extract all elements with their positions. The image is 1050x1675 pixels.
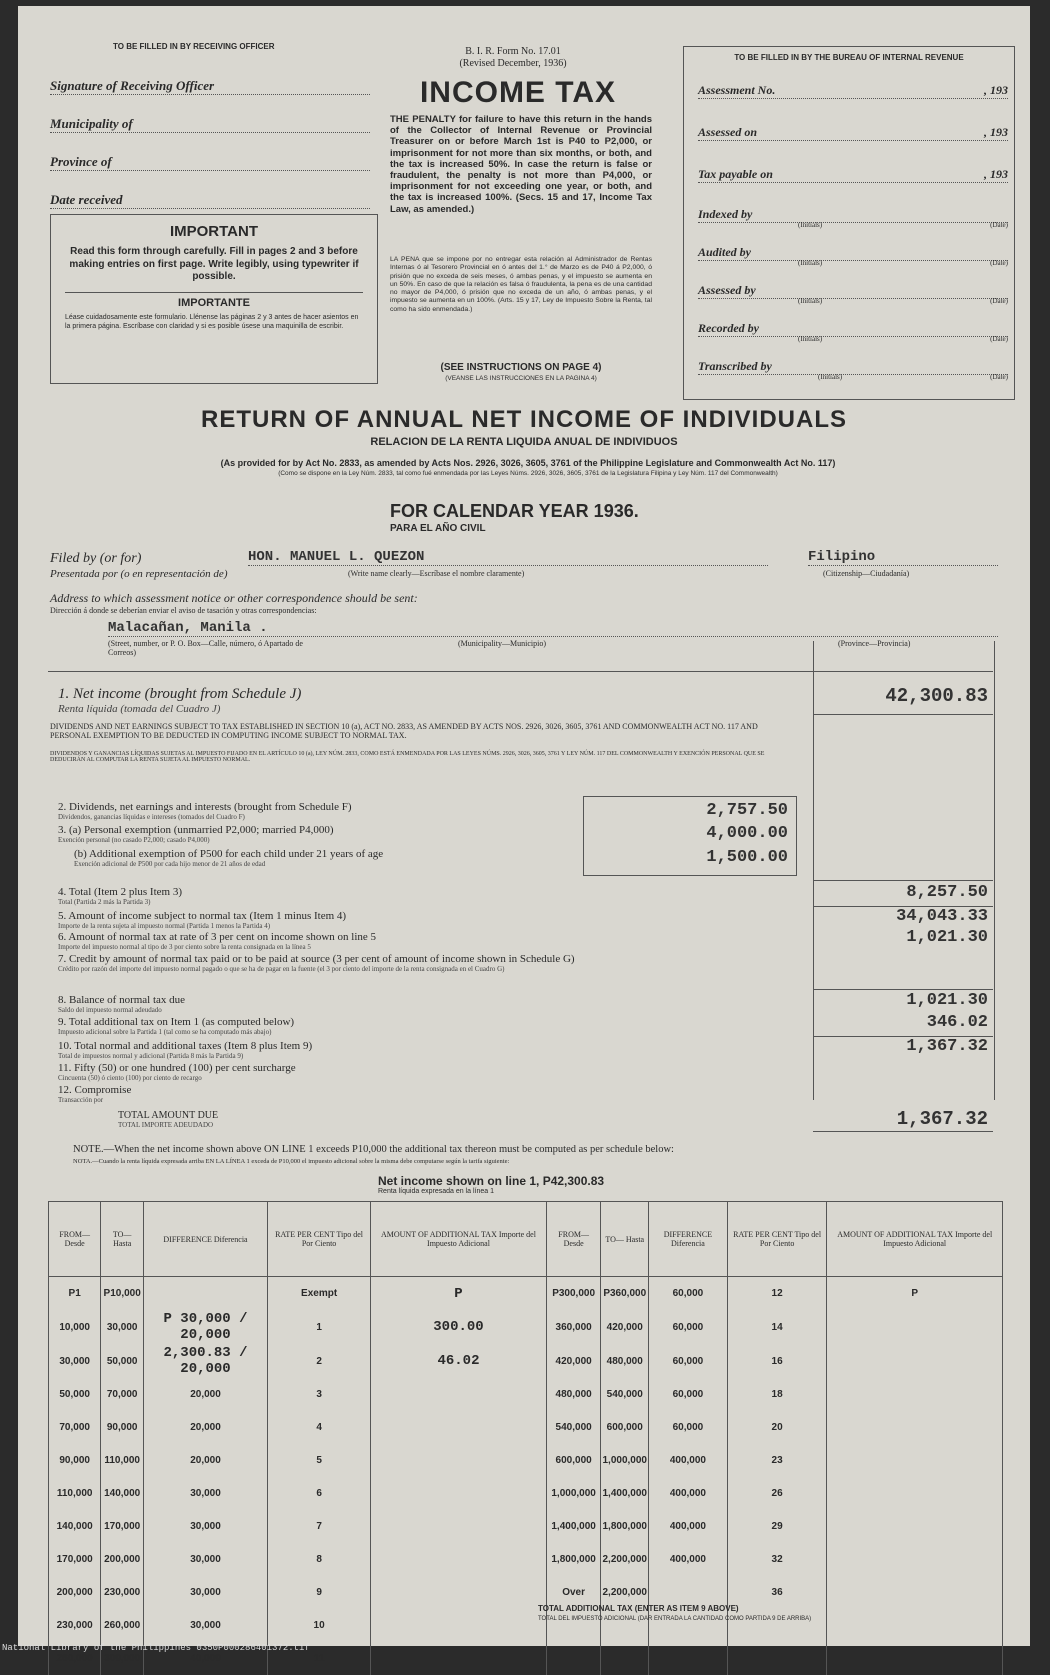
dividends-note: DIVIDENDS AND NET EARNINGS SUBJECT TO TAX ESTABLISHED IN SECTION 10 (a), ACT NO. 2833, AS AMENDED BY ACTS NOS. 2926, 3026, 3605, 3761 AND COMMONWEALTH ACT NO. 117 AND PERSONAL EXEMPTION TO BE DEDUCTED IN COMPUTING INCOME SUBJECT TO NORMAL TAX. bbox=[50, 722, 758, 740]
item-4: 4. Total (Item 2 plus Item 3) Total (Partida 2 más la Partida 3) bbox=[58, 886, 182, 906]
table-cell: 30,000 bbox=[101, 1310, 144, 1344]
assessed-on-field: Assessed on , 193 bbox=[698, 125, 1008, 139]
item-11: 11. Fifty (50) or one hundred (100) per cent surcharge Cincuenta (50) ó ciento (100) por ciento de recargo bbox=[58, 1062, 296, 1082]
penalty-english: THE PENALTY for failure to have this return in the hands of the Collector of Internal Revenue or Provincial Treasurer on or before March 1st is P40 to P2,000, or imprisonment for not more than six months, or both, and the tax is increased 50%. In case the return is false or fraudulent, the penalty is not more than P4,000, or imprisonment for not exceeding one year, or both, and the tax is increased 100%. (Secs. 15 and 17, Income Tax Law, as amended.) bbox=[390, 114, 652, 215]
filer-name: HON. MANUEL L. QUEZON bbox=[248, 549, 768, 566]
province-hint: (Province—Provincia) bbox=[838, 639, 911, 648]
table-cell: 170,000 bbox=[101, 1510, 144, 1543]
item-3b: (b) Additional exemption of P500 for each child under 21 years of age Exención adicional de P500 por cada hijo menor de 21 años de edad bbox=[74, 848, 384, 868]
table-cell bbox=[827, 1510, 1003, 1543]
table-cell: 1,400,000 bbox=[601, 1477, 649, 1510]
table-cell: 7 bbox=[267, 1510, 370, 1543]
table-cell: 1,000,000 bbox=[546, 1477, 601, 1510]
table-cell: 30,000 bbox=[49, 1344, 101, 1378]
item-3a: 3. (a) Personal exemption (unmarried P2,000; married P4,000) Exención personal (no casado P2,000; casado P4,000) bbox=[58, 824, 334, 844]
col-to-2: TO— Hasta bbox=[601, 1202, 649, 1277]
importante-text: Léase cuidadosamente este formulario. Llénense las páginas 2 y 3 antes de hacer asientos en la primera página. Escríbase con claridad y si es posible úsese una maquinilla de escribir. bbox=[65, 313, 359, 330]
table-cell: 260,000 bbox=[49, 1642, 101, 1675]
table-cell: 32 bbox=[727, 1543, 827, 1576]
table-cell: P bbox=[371, 1277, 547, 1311]
table-cell: 1,800,000 bbox=[546, 1543, 601, 1576]
table-row bbox=[49, 1444, 1003, 1477]
table-cell: 420,000 bbox=[601, 1310, 649, 1344]
table-cell bbox=[546, 1609, 601, 1642]
table-cell bbox=[371, 1477, 547, 1510]
table-cell: 540,000 bbox=[546, 1411, 601, 1444]
bureau-box bbox=[683, 46, 1015, 400]
table-cell: 260,000 bbox=[101, 1609, 144, 1642]
col-amount: AMOUNT OF ADDITIONAL TAX Importe del Impuesto Adicional bbox=[371, 1202, 547, 1277]
col-difference: DIFFERENCE Diferencia bbox=[144, 1202, 268, 1277]
table-cell: 2 bbox=[267, 1344, 370, 1378]
table-row bbox=[49, 1411, 1003, 1444]
important-box bbox=[50, 214, 378, 384]
table-cell: 36 bbox=[727, 1576, 827, 1609]
table-cell bbox=[727, 1609, 827, 1642]
table-cell bbox=[371, 1444, 547, 1477]
table-cell: 23 bbox=[727, 1444, 827, 1477]
table-cell: Over bbox=[546, 1576, 601, 1609]
item-1-net-income: 1. Net income (brought from Schedule J) Renta líquida (tomada del Cuadro J) bbox=[58, 686, 302, 715]
table-cell: 170,000 bbox=[49, 1543, 101, 1576]
table-cell bbox=[827, 1411, 1003, 1444]
item-12: 12. Compromise Transacción por bbox=[58, 1084, 132, 1104]
table-row bbox=[49, 1609, 1003, 1642]
table-cell: 60,000 bbox=[648, 1277, 727, 1311]
item-8-value: 1,021.30 bbox=[906, 991, 988, 1010]
table-cell: 9 bbox=[267, 1576, 370, 1609]
item-1-value: 42,300.83 bbox=[885, 685, 988, 707]
item-2-value: 2,757.50 bbox=[706, 801, 788, 820]
table-cell: 20,000 bbox=[144, 1411, 268, 1444]
table-cell: 400,000 bbox=[648, 1543, 727, 1576]
table-cell: 300.00 bbox=[371, 1310, 547, 1344]
table-cell: 70,000 bbox=[101, 1378, 144, 1411]
total-amount-due: TOTAL AMOUNT DUE TOTAL IMPORTE ADEUDADO bbox=[118, 1110, 219, 1129]
table-cell: 26 bbox=[727, 1477, 827, 1510]
form-revised: (Revised December, 1936) bbox=[459, 58, 567, 69]
table-cell: 1,400,000 bbox=[546, 1510, 601, 1543]
act-reference-es: (Como se dispone en la Ley Núm. 2833, tal como fué enmendada por las Leyes Núms. 2926, 3026, 3605, 3761 de la Legislatura Filipina y Ley Núm. 117 del Commonwealth) bbox=[278, 470, 778, 477]
table-cell: 2,300.83 / 20,000 bbox=[144, 1344, 268, 1378]
table-cell bbox=[827, 1344, 1003, 1378]
transcribed-by-field: Transcribed by (Initials) (Date) bbox=[698, 359, 1008, 381]
col-amount-2: AMOUNT OF ADDITIONAL TAX Importe del Impuesto Adicional bbox=[827, 1202, 1003, 1277]
table-cell: P bbox=[827, 1277, 1003, 1311]
table-cell: 46.02 bbox=[371, 1344, 547, 1378]
recorded-by-field: Recorded by (Initials) (Date) bbox=[698, 321, 1008, 343]
table-cell: 140,000 bbox=[49, 1510, 101, 1543]
date-received-field: Date received bbox=[50, 192, 370, 209]
tax-payable-on-field: Tax payable on , 193 bbox=[698, 167, 1008, 181]
address-label: Address to which assessment notice or other correspondence should be sent: bbox=[50, 591, 418, 605]
footer-caption: National Library of the Philippines 0350P000286401372.tif bbox=[2, 1643, 310, 1653]
table-cell: 360,000 bbox=[546, 1310, 601, 1344]
item-6: 6. Amount of normal tax at rate of 3 per cent on income shown on line 5 Importe del impuesto normal al tipo de 3 por ciento sobre la renta consignada en la línea 5 bbox=[58, 931, 377, 951]
table-cell: 60,000 bbox=[648, 1344, 727, 1378]
table-cell bbox=[371, 1378, 547, 1411]
indexed-by-field: Indexed by (Initials) (Date) bbox=[698, 207, 1008, 229]
table-cell: 2,200,000 bbox=[601, 1576, 649, 1609]
item-6-value: 1,021.30 bbox=[906, 928, 988, 947]
table-cell: 4 bbox=[267, 1411, 370, 1444]
penalty-spanish: LA PENA que se impone por no entregar esta relación al Administrador de Rentas Internas ó al Tesorero Provincial en ó antes del 1.° de Marzo es de P40 á P2,000, ó prisión que no exceda de seis meses, ó ambas penas, y el impuesto se aumenta en un 50%. En caso de que la relación es falsa ó fraudulenta, la pena es de una cantidad no mayor de P4,000, ó prisión que no exceda de un año, ó ambas penas, y el impuesto se aumenta en un 100%. (Arts. 15 y 17, Ley de Impuesto Sobre la Renta, tal como ha sido enmendada.) bbox=[390, 256, 652, 313]
table-cell: 30,000 bbox=[144, 1609, 268, 1642]
table-cell: 10,000 bbox=[49, 1310, 101, 1344]
col-rate-2: RATE PER CENT Tipo del Por Ciento bbox=[727, 1202, 827, 1277]
citizenship-value: Filipino bbox=[808, 549, 998, 566]
table-cell: 600,000 bbox=[601, 1411, 649, 1444]
table-cell: 300,000 bbox=[101, 1642, 144, 1675]
total-additional-tax-label-es: TOTAL DEL IMPUESTO ADICIONAL (DAR ENTRADA LA CANTIDAD COMO PARTIDA 9 DE ARRIBA) bbox=[538, 1616, 812, 1622]
table-cell: 29 bbox=[727, 1510, 827, 1543]
table-cell bbox=[371, 1411, 547, 1444]
table-cell bbox=[144, 1277, 268, 1311]
table-cell: 30,000 bbox=[144, 1477, 268, 1510]
table-row bbox=[49, 1543, 1003, 1576]
return-title: RETURN OF ANNUAL NET INCOME OF INDIVIDUALS bbox=[201, 406, 847, 433]
table-cell: 110,000 bbox=[49, 1477, 101, 1510]
receiving-officer-header: TO BE FILLED IN BY RECEIVING OFFICER bbox=[113, 42, 275, 51]
table-cell: 18 bbox=[727, 1378, 827, 1411]
table-cell: 2,200,000 bbox=[601, 1543, 649, 1576]
municipality-field: Municipality of bbox=[50, 116, 370, 133]
table-cell: P 30,000 / 20,000 bbox=[144, 1310, 268, 1344]
table-cell: 5 bbox=[267, 1444, 370, 1477]
table-cell: 20,000 bbox=[144, 1378, 268, 1411]
item-3b-value: 1,500.00 bbox=[706, 848, 788, 867]
calendar-year: FOR CALENDAR YEAR 1936. bbox=[390, 501, 639, 521]
table-cell: P300,000 bbox=[546, 1277, 601, 1311]
table-cell: 14 bbox=[727, 1310, 827, 1344]
note-text-es: NOTA.—Cuando la renta líquida expresada arriba EN LA LÍNEA 1 exceda de P10,000 el impuesto adicional sobre la misma debe computarse según la tarifa siguiente: bbox=[73, 1158, 510, 1165]
calendar-year-es: PARA EL AÑO CIVIL bbox=[390, 523, 486, 534]
table-cell: 400,000 bbox=[648, 1477, 727, 1510]
filed-by-label-es: Presentada por (o en representación de) bbox=[50, 568, 228, 580]
citizenship-hint: (Citizenship—Ciudadanía) bbox=[823, 569, 910, 578]
table-cell bbox=[827, 1378, 1003, 1411]
item-9: 9. Total additional tax on Item 1 (as computed below) Impuesto adicional sobre la Partida 1 (tal como se ha computado más abajo) bbox=[58, 1016, 295, 1036]
address-label-es: Dirección á donde se deberían enviar el aviso de tasación y otras correspondencias: bbox=[50, 606, 317, 615]
table-cell: 230,000 bbox=[101, 1576, 144, 1609]
total-additional-tax-label: TOTAL ADDITIONAL TAX (ENTER AS ITEM 9 ABOVE) bbox=[538, 1604, 739, 1613]
filed-by-label: Filed by (or for) bbox=[50, 551, 142, 566]
table-cell: 40,000 bbox=[144, 1642, 268, 1675]
table-cell: Exempt bbox=[267, 1277, 370, 1311]
table-cell: 230,000 bbox=[49, 1609, 101, 1642]
table-cell bbox=[371, 1543, 547, 1576]
table-cell: 8 bbox=[267, 1543, 370, 1576]
table-cell: 3 bbox=[267, 1378, 370, 1411]
table-cell bbox=[371, 1576, 547, 1609]
dividends-note-es: DIVIDENDOS Y GANANCIAS LÍQUIDAS SUJETAS AL IMPUESTO FIJADO EN EL ARTÍCULO 10 (a), LEY NÚM. 2833, COMO ESTÁ ENMENDADA POR LAS LEYES NÚMS. 2926, 3026, 3605, 3761 Y LEY NÚM. 117 DEL COMMONWEALTH Y EXENCIÓN PERSONAL QUE SE DEDUCIRÁN AL COMPUTAR LA RENTA SUJETA AL IMPUESTO NORMAL. bbox=[50, 751, 765, 763]
table-cell: 12 bbox=[727, 1277, 827, 1311]
table-cell: 420,000 bbox=[546, 1344, 601, 1378]
table-cell: 140,000 bbox=[101, 1477, 144, 1510]
col-from: FROM— Desde bbox=[49, 1202, 101, 1277]
assessment-number-field: Assessment No. , 193 bbox=[698, 83, 1008, 97]
table-cell: 600,000 bbox=[546, 1444, 601, 1477]
table-cell: 50,000 bbox=[101, 1344, 144, 1378]
importante-title: IMPORTANTE bbox=[178, 296, 250, 309]
table-cell: 10 bbox=[267, 1609, 370, 1642]
table-cell: 1,000,000 bbox=[601, 1444, 649, 1477]
act-reference: (As provided for by Act No. 2833, as amended by Acts Nos. 2926, 3026, 3605, 3761 of the Philippine Legislature and Commonwealth Act No. 117) bbox=[220, 458, 836, 468]
col-to: TO— Hasta bbox=[101, 1202, 144, 1277]
table-cell bbox=[827, 1444, 1003, 1477]
table-cell bbox=[827, 1543, 1003, 1576]
table-cell: 1,800,000 bbox=[601, 1510, 649, 1543]
see-instructions: (SEE INSTRUCTIONS ON PAGE 4) bbox=[440, 362, 602, 373]
form-number: B. I. R. Form No. 17.01 bbox=[465, 46, 561, 57]
audited-by-field: Audited by (Initials) (Date) bbox=[698, 245, 1008, 267]
table-cell bbox=[371, 1510, 547, 1543]
see-instructions-es: (VEANSE LAS INSTRUCCIONES EN LA PAGINA 4) bbox=[445, 375, 597, 382]
street-hint: (Street, number, or P. O. Box—Calle, número, ó Apartado de Correos) bbox=[108, 639, 303, 657]
table-cell: 400,000 bbox=[648, 1444, 727, 1477]
table-cell: 1 bbox=[267, 1310, 370, 1344]
table-cell: P10,000 bbox=[101, 1277, 144, 1311]
table-cell: 30,000 bbox=[144, 1576, 268, 1609]
net-income-line: Net income shown on line 1, P42,300.83 bbox=[378, 1174, 605, 1188]
table-row bbox=[49, 1477, 1003, 1510]
return-title-es: RELACION DE LA RENTA LIQUIDA ANUAL DE INDIVIDUOS bbox=[370, 436, 678, 448]
note-text: NOTE.—When the net income shown above ON LINE 1 exceeds P10,000 the additional tax thereon must be computed as per schedule below: bbox=[73, 1144, 674, 1155]
table-cell: P1 bbox=[49, 1277, 101, 1311]
table-cell: 30,000 bbox=[144, 1543, 268, 1576]
table-cell: 60,000 bbox=[648, 1411, 727, 1444]
table-cell: 200,000 bbox=[101, 1543, 144, 1576]
table-cell: 11 bbox=[267, 1642, 370, 1675]
table-row bbox=[49, 1378, 1003, 1411]
table-cell: 70,000 bbox=[49, 1411, 101, 1444]
table-cell: 480,000 bbox=[601, 1344, 649, 1378]
table-cell: 20 bbox=[727, 1411, 827, 1444]
item-4-value: 8,257.50 bbox=[906, 883, 988, 902]
table-cell: P360,000 bbox=[601, 1277, 649, 1311]
item-3a-value: 4,000.00 bbox=[706, 824, 788, 843]
table-cell bbox=[827, 1310, 1003, 1344]
total-amount-due-value: 1,367.32 bbox=[896, 1108, 988, 1130]
important-text: Read this form through carefully. Fill in pages 2 and 3 before making entries on first page. Write legibly, using typewriter if possible. bbox=[69, 246, 359, 282]
col-difference-2: DIFFERENCE Diferencia bbox=[648, 1202, 727, 1277]
table-cell bbox=[648, 1609, 727, 1642]
province-field: Province of bbox=[50, 154, 370, 171]
item-2: 2. Dividends, net earnings and interests (brought from Schedule F) Dividendos, ganancias líquidas e intereses (tomados del Cuadro F) bbox=[58, 801, 352, 821]
item-9-value: 346.02 bbox=[926, 1013, 988, 1032]
table-cell bbox=[371, 1609, 547, 1642]
municipality-hint: (Municipality—Municipio) bbox=[458, 639, 546, 648]
bureau-header: TO BE FILLED IN BY THE BUREAU OF INTERNAL REVENUE bbox=[734, 53, 964, 62]
table-cell: 30,000 bbox=[144, 1510, 268, 1543]
net-income-line-es: Renta líquida expresada en la línea 1 bbox=[378, 1188, 494, 1195]
filer-name-hint: (Write name clearly—Escríbase el nombre claramente) bbox=[348, 569, 525, 578]
col-from-2: FROM— Desde bbox=[546, 1202, 601, 1277]
table-cell: 480,000 bbox=[546, 1378, 601, 1411]
item-5-value: 34,043.33 bbox=[896, 907, 988, 926]
table-row bbox=[49, 1344, 1003, 1378]
table-cell: 50,000 bbox=[49, 1378, 101, 1411]
address-value: Malacañan, Manila . bbox=[108, 620, 998, 637]
signature-receiving-officer-field: Signature of Receiving Officer bbox=[50, 78, 370, 95]
table-cell: 400,000 bbox=[648, 1510, 727, 1543]
table-cell bbox=[827, 1609, 1003, 1642]
table-cell: 60,000 bbox=[648, 1378, 727, 1411]
table-row bbox=[49, 1310, 1003, 1344]
form-title: INCOME TAX bbox=[419, 76, 617, 109]
item-7: 7. Credit by amount of normal tax paid or to be paid at source (3 per cent of amount of income shown in Schedule G) Crédito por razón del importe del impuesto normal pagado o que se ha de pagar en la fuente (el 3 por ciento del importe de la renta consignada en el Cuadro G) bbox=[58, 953, 575, 973]
table-row bbox=[49, 1510, 1003, 1543]
item-10-value: 1,367.32 bbox=[906, 1037, 988, 1056]
item-10: 10. Total normal and additional taxes (Item 8 plus Item 9) Total de impuestos normal y adicional (Partida 8 más la Partida 9) bbox=[58, 1040, 313, 1060]
table-cell: 6 bbox=[267, 1477, 370, 1510]
table-cell: 60,000 bbox=[648, 1310, 727, 1344]
table-header-row bbox=[49, 1202, 1003, 1277]
item-8: 8. Balance of normal tax due Saldo del impuesto normal adeudado bbox=[58, 994, 186, 1014]
table-cell: 20,000 bbox=[144, 1444, 268, 1477]
table-cell bbox=[601, 1609, 649, 1642]
important-title: IMPORTANT bbox=[169, 223, 259, 240]
table-cell: 90,000 bbox=[49, 1444, 101, 1477]
table-cell: 90,000 bbox=[101, 1411, 144, 1444]
table-cell: 16 bbox=[727, 1344, 827, 1378]
table-cell bbox=[827, 1477, 1003, 1510]
table-cell: 540,000 bbox=[601, 1378, 649, 1411]
table-cell: 110,000 bbox=[101, 1444, 144, 1477]
assessed-by-field: Assessed by (Initials) (Date) bbox=[698, 283, 1008, 305]
table-cell: 200,000 bbox=[49, 1576, 101, 1609]
item-5: 5. Amount of income subject to normal tax (Item 1 minus Item 4) Importe de la renta sujeta al impuesto normal (Partida 1 menos la Partida 4) bbox=[58, 910, 347, 930]
footer-bar bbox=[0, 1640, 1050, 1658]
table-row bbox=[49, 1277, 1003, 1311]
col-rate: RATE PER CENT Tipo del Por Ciento bbox=[267, 1202, 370, 1277]
